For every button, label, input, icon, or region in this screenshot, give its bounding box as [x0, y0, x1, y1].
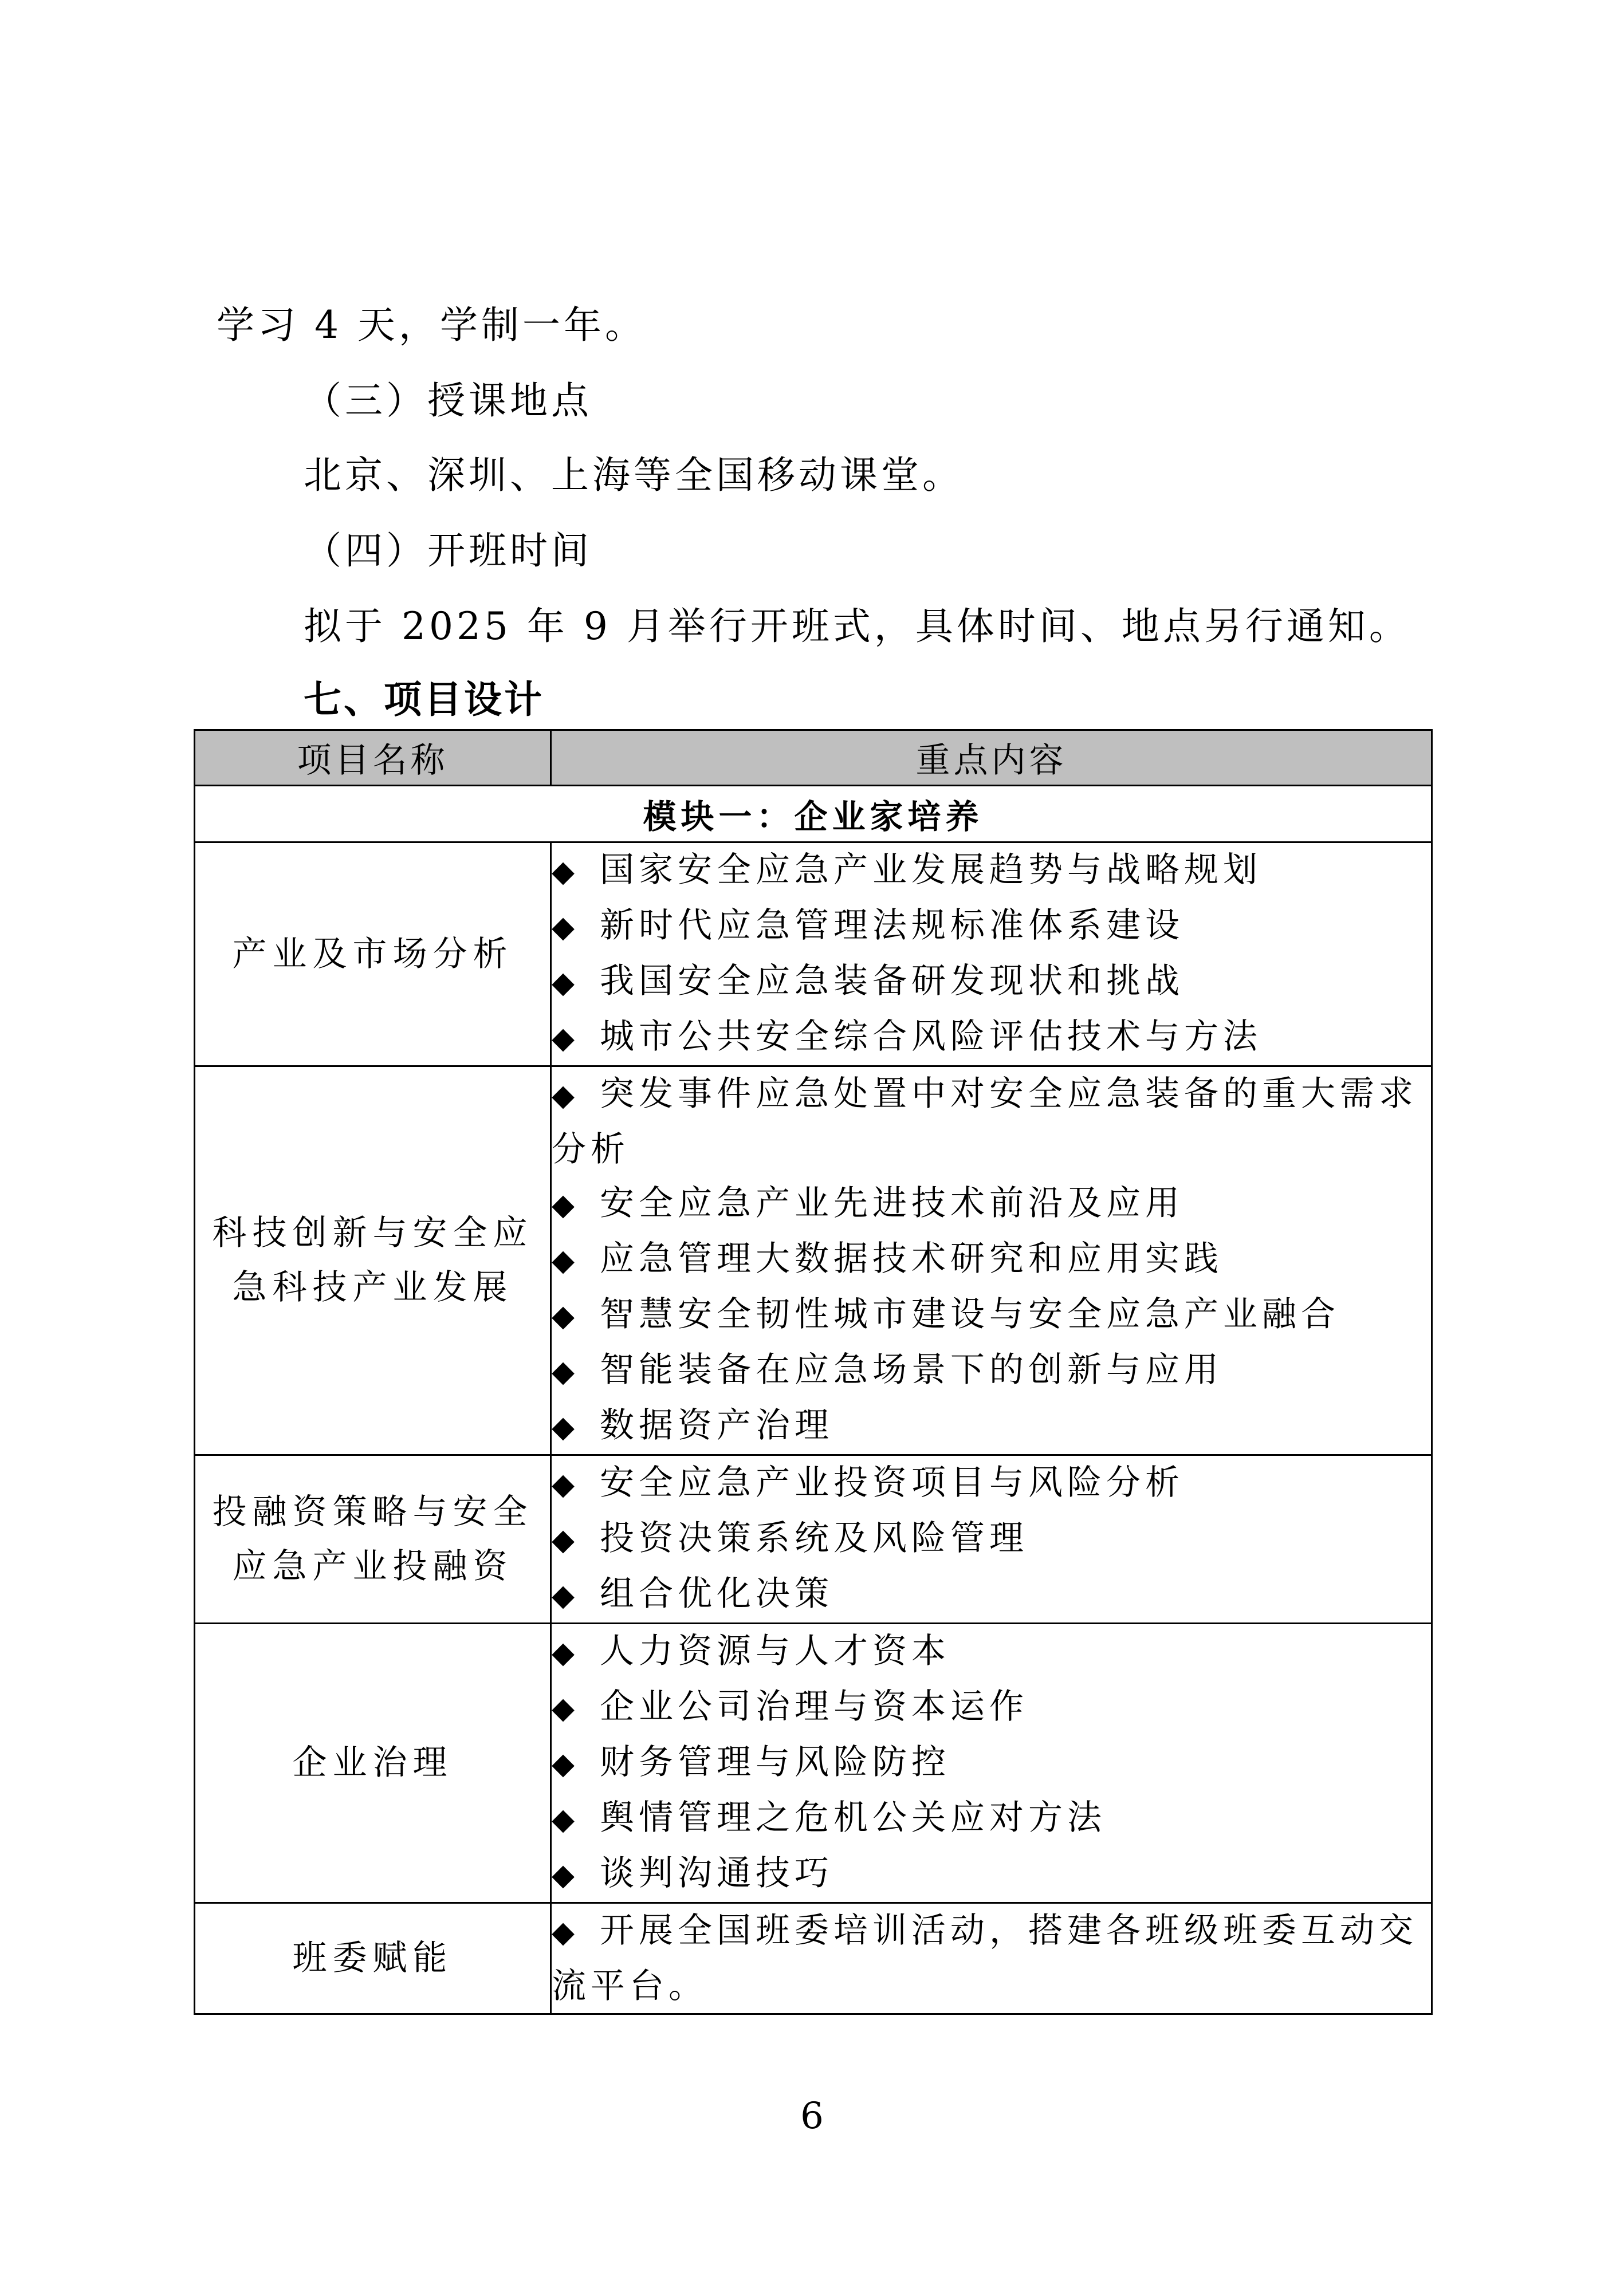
list-item: [552, 1232, 1431, 1287]
list-item-text: 我国安全应急装备研发现状和挑战: [600, 961, 1184, 1001]
diamond-bullet-icon: ◆: [552, 854, 579, 889]
list-item: [552, 1680, 1431, 1735]
diamond-bullet-icon: ◆: [552, 1467, 579, 1502]
project-design-table: [194, 729, 1433, 2015]
list-item: [552, 1624, 1431, 1680]
list-item-text: 安全应急产业先进技术前沿及应用: [600, 1183, 1184, 1223]
section-title: 七、项目设计: [304, 678, 544, 722]
list-item-text: 安全应急产业投资项目与风险分析: [600, 1463, 1184, 1503]
list-item-text: 智能装备在应急场景下的创新与应用: [600, 1350, 1223, 1390]
module-title: 模块一：企业家培养: [195, 786, 1432, 842]
diamond-bullet-icon: ◆: [552, 1410, 579, 1444]
page-number: 6: [800, 2095, 824, 2137]
diamond-bullet-icon: ◆: [552, 1802, 579, 1837]
paragraph-start-time: 拟于 2025 年 9 月举行开班式，具体时间、地点另行通知。: [304, 604, 1410, 648]
list-item: [552, 1904, 1431, 2013]
list-item: [552, 1067, 1431, 1176]
list-item-text: 数据资产治理: [600, 1405, 833, 1446]
list-item-text: 城市公共安全综合风险评估技术与方法: [600, 1017, 1262, 1057]
list-item: [552, 899, 1431, 954]
list-item: [552, 1010, 1431, 1065]
table-row: [195, 1903, 1432, 2014]
key-content-cell: [551, 1066, 1432, 1455]
diamond-bullet-icon: ◆: [552, 1354, 579, 1389]
content-list: [552, 1904, 1431, 2013]
list-item-text: 组合优化决策: [600, 1574, 833, 1614]
content-list: [552, 843, 1431, 1065]
table-row: [195, 1066, 1432, 1455]
list-item-text: 舆情管理之危机公关应对方法: [600, 1798, 1106, 1838]
key-content-cell: [551, 1455, 1432, 1624]
subheading-location: （三）授课地点: [304, 379, 592, 423]
key-content-cell: [551, 1903, 1432, 2014]
key-content-cell: [551, 1624, 1432, 1903]
paragraph-study-duration: 学习 4 天，学制一年。: [217, 303, 646, 347]
diamond-bullet-icon: ◆: [552, 1858, 579, 1892]
project-name-cell: 班委赋能: [195, 1903, 551, 2014]
header-key-content: 重点内容: [551, 730, 1432, 786]
header-project-name: 项目名称: [195, 730, 551, 786]
list-item: [552, 843, 1431, 899]
list-item-text: 谈判沟通技巧: [600, 1853, 833, 1893]
list-item-text: 应急管理大数据技术研究和应用实践: [600, 1239, 1223, 1279]
list-item: [552, 1456, 1431, 1511]
diamond-bullet-icon: ◆: [552, 1021, 579, 1056]
list-item-text: 财务管理与风险防控: [600, 1742, 950, 1782]
diamond-bullet-icon: ◆: [552, 1691, 579, 1726]
table-row: [195, 1455, 1432, 1624]
list-item: [552, 1511, 1431, 1567]
table-row: [195, 1624, 1432, 1903]
paragraph-location: 北京、深圳、上海等全国移动课堂。: [304, 453, 964, 497]
list-item: [552, 1287, 1431, 1343]
content-list: [552, 1624, 1431, 1902]
list-item: [552, 1735, 1431, 1791]
subheading-start-time: （四）开班时间: [304, 529, 592, 573]
diamond-bullet-icon: ◆: [552, 1523, 579, 1557]
content-list: [552, 1067, 1431, 1454]
project-name-cell: 企业治理: [195, 1624, 551, 1903]
list-item: [552, 1791, 1431, 1846]
list-item: [552, 954, 1431, 1010]
diamond-bullet-icon: ◆: [552, 1578, 579, 1613]
project-name-cell: 投融资策略与安全应急产业投融资: [195, 1455, 551, 1624]
list-item: [552, 1567, 1431, 1622]
project-name-cell: 产业及市场分析: [195, 842, 551, 1066]
list-item-text: 人力资源与人才资本: [600, 1631, 950, 1671]
list-item-text: 开展全国班委培训活动，搭建各班级班委互动交流平台。: [552, 1911, 1418, 2006]
list-item: [552, 1176, 1431, 1232]
diamond-bullet-icon: ◆: [552, 1915, 579, 1950]
diamond-bullet-icon: ◆: [552, 966, 579, 1000]
list-item-text: 新时代应急管理法规标准体系建设: [600, 905, 1184, 946]
content-list: [552, 1456, 1431, 1622]
diamond-bullet-icon: ◆: [552, 1078, 579, 1113]
diamond-bullet-icon: ◆: [552, 1243, 579, 1278]
list-item: [552, 1343, 1431, 1399]
list-item-text: 突发事件应急处置中对安全应急装备的重大需求分析: [552, 1074, 1418, 1169]
diamond-bullet-icon: ◆: [552, 1299, 579, 1333]
table-row: [195, 842, 1432, 1066]
list-item: [552, 1846, 1431, 1902]
diamond-bullet-icon: ◆: [552, 1188, 579, 1222]
list-item-text: 国家安全应急产业发展趋势与战略规划: [600, 850, 1262, 890]
diamond-bullet-icon: ◆: [552, 910, 579, 944]
key-content-cell: [551, 842, 1432, 1066]
table-header-row: [195, 730, 1432, 786]
list-item-text: 企业公司治理与资本运作: [600, 1687, 1028, 1727]
list-item: [552, 1399, 1431, 1454]
project-name-cell: 科技创新与安全应急科技产业发展: [195, 1066, 551, 1455]
list-item-text: 智慧安全韧性城市建设与安全应急产业融合: [600, 1294, 1340, 1334]
module-row: [195, 786, 1432, 842]
list-item-text: 投资决策系统及风险管理: [600, 1518, 1028, 1558]
diamond-bullet-icon: ◆: [552, 1747, 579, 1781]
diamond-bullet-icon: ◆: [552, 1636, 579, 1670]
